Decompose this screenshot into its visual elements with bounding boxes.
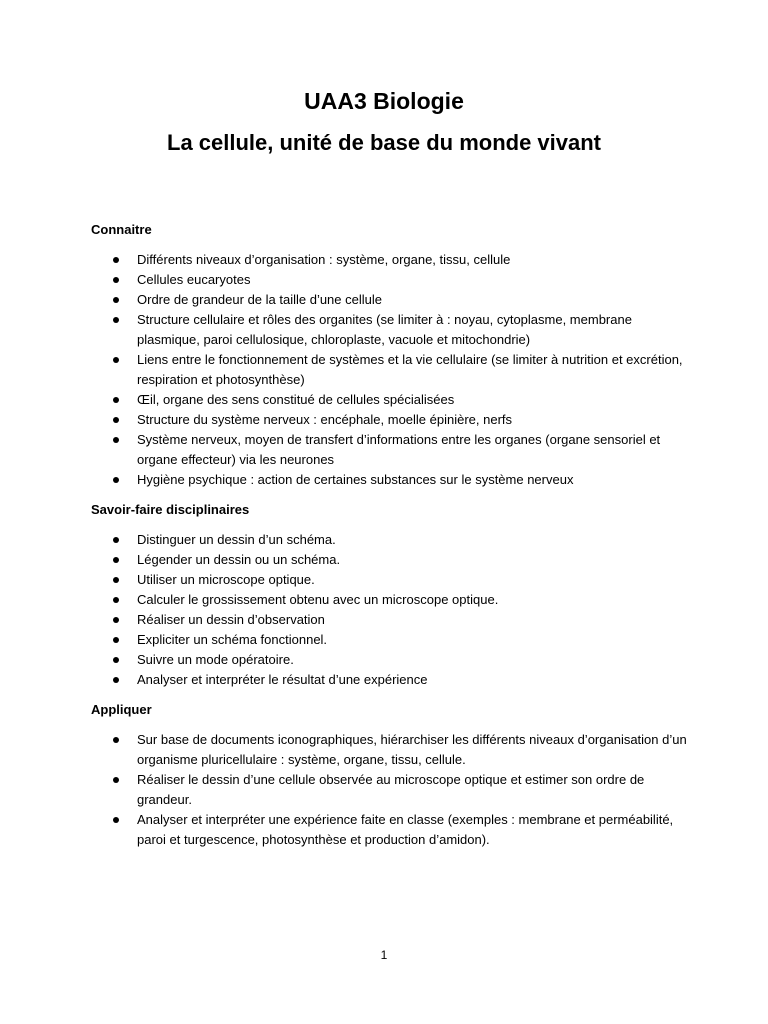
- section-appliquer: [91, 700, 691, 850]
- list-item: [91, 250, 691, 270]
- list-item-text: Calculer le grossissement obtenu avec un microscope optique.: [137, 592, 499, 607]
- list-item: [91, 570, 691, 590]
- bullet-icon: [113, 657, 119, 663]
- bullet-icon: [113, 817, 119, 823]
- page-number: 1: [380, 948, 388, 962]
- bullet-icon: [113, 617, 119, 623]
- title-block: [0, 86, 768, 158]
- list-item: [91, 630, 691, 650]
- bullet-icon: [113, 297, 119, 303]
- section-heading: Connaitre: [91, 222, 152, 237]
- list-item-text: Expliciter un schéma fonctionnel.: [137, 632, 328, 647]
- list-item: [91, 810, 691, 850]
- list-item-text: Légender un dessin ou un schéma.: [137, 552, 341, 567]
- list-item: [91, 550, 691, 570]
- bullet-icon: [113, 357, 119, 363]
- list-item-text: Réaliser un dessin d’observation: [137, 612, 325, 627]
- list-item-text: Liens entre le fonctionnement de systèmes et la vie cellulaire (se limiter à nutrition et excrétion, respiration et photosynthèse): [137, 352, 683, 387]
- list-item: [91, 770, 691, 810]
- bullet-icon: [113, 637, 119, 643]
- list-item: [91, 350, 691, 390]
- bullet-icon: [113, 577, 119, 583]
- section-heading: Appliquer: [91, 702, 152, 717]
- list-item-text: Œil, organe des sens constitué de cellules spécialisées: [137, 392, 455, 407]
- bullet-icon: [113, 597, 119, 603]
- section-savoir-faire: [91, 500, 691, 690]
- list-item: [91, 610, 691, 630]
- list-item-text: Différents niveaux d’organisation : système, organe, tissu, cellule: [137, 252, 511, 267]
- list-item: [91, 390, 691, 410]
- bullet-list: [91, 530, 691, 690]
- list-item: [91, 430, 691, 470]
- bullet-icon: [113, 477, 119, 483]
- list-item-text: Système nerveux, moyen de transfert d’informations entre les organes (organe sensoriel et organe effecteur) via les neurones: [137, 432, 661, 467]
- list-item-text: Sur base de documents iconographiques, hiérarchiser les différents niveaux d’organisation d’un organisme pluricellulaire : système, organe, tissu, cellule.: [137, 732, 687, 767]
- list-item-text: Analyser et interpréter le résultat d’une expérience: [137, 672, 428, 687]
- list-item-text: Analyser et interpréter une expérience faite en classe (exemples : membrane et perméabilité, paroi et turgescence, photosynthèse et production d’amidon).: [137, 812, 674, 847]
- bullet-icon: [113, 417, 119, 423]
- list-item: [91, 530, 691, 550]
- list-item: [91, 590, 691, 610]
- document-title: UAA3 Biologie: [304, 88, 464, 114]
- list-item: [91, 310, 691, 350]
- list-item-text: Structure cellulaire et rôles des organites (se limiter à : noyau, cytoplasme, membrane plasmique, paroi cellulosique, chloroplaste, vacuole et mitochondrie): [137, 312, 632, 347]
- bullet-icon: [113, 277, 119, 283]
- list-item: [91, 650, 691, 670]
- list-item: [91, 730, 691, 770]
- document-subtitle: La cellule, unité de base du monde vivant: [167, 130, 601, 155]
- list-item-text: Structure du système nerveux : encéphale, moelle épinière, nerfs: [137, 412, 513, 427]
- bullet-icon: [113, 737, 119, 743]
- bullet-icon: [113, 537, 119, 543]
- list-item-text: Distinguer un dessin d’un schéma.: [137, 532, 336, 547]
- bullet-icon: [113, 437, 119, 443]
- section-connaitre: [91, 220, 691, 490]
- list-item: [91, 410, 691, 430]
- bullet-icon: [113, 317, 119, 323]
- bullet-icon: [113, 257, 119, 263]
- bullet-icon: [113, 397, 119, 403]
- bullet-list: [91, 730, 691, 850]
- bullet-icon: [113, 777, 119, 783]
- list-item: [91, 670, 691, 690]
- list-item: [91, 290, 691, 310]
- document-content: [91, 220, 691, 860]
- list-item-text: Cellules eucaryotes: [137, 272, 251, 287]
- bullet-icon: [113, 557, 119, 563]
- bullet-list: [91, 250, 691, 490]
- list-item-text: Suivre un mode opératoire.: [137, 652, 294, 667]
- list-item-text: Utiliser un microscope optique.: [137, 572, 315, 587]
- list-item-text: Réaliser le dessin d’une cellule observée au microscope optique et estimer son ordre de grandeur.: [137, 772, 645, 807]
- section-heading: Savoir-faire disciplinaires: [91, 502, 250, 517]
- list-item-text: Hygiène psychique : action de certaines substances sur le système nerveux: [137, 472, 574, 487]
- list-item: [91, 470, 691, 490]
- list-item: [91, 270, 691, 290]
- bullet-icon: [113, 677, 119, 683]
- list-item-text: Ordre de grandeur de la taille d’une cellule: [137, 292, 382, 307]
